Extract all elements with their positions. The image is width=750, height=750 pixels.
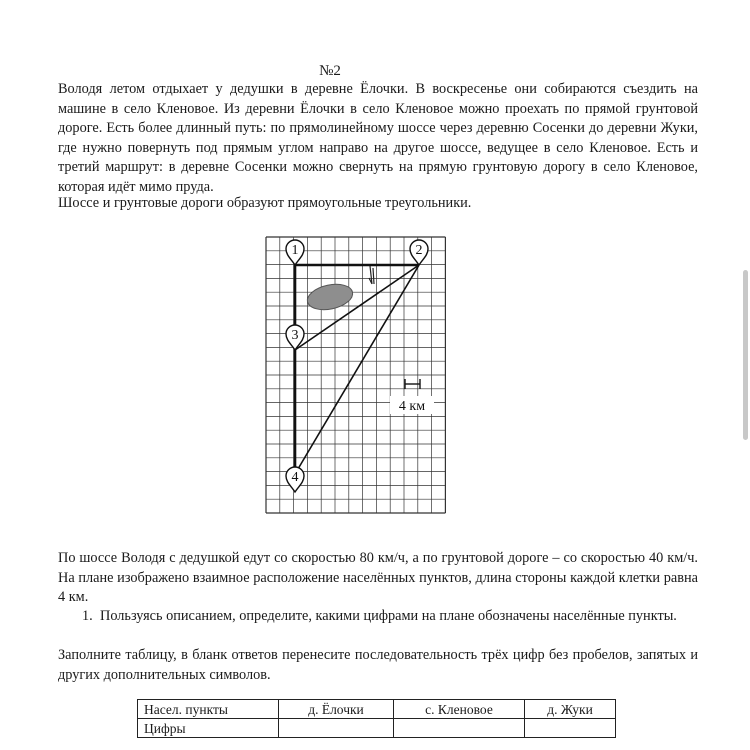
question-item (82, 607, 694, 627)
instruction-paragraph: Заполните таблицу, в бланк ответов перенесите последовательность трёх цифр без пробелов, запятых и других дополнительных символов. (58, 647, 698, 683)
answer-cell-zhuki[interactable] (525, 719, 616, 738)
note-paragraph: Шоссе и грунтовые дороги образуют прямоугольные треугольники. (58, 195, 472, 211)
answer-cell-klenovoe[interactable] (394, 719, 525, 738)
header-cell-yolochki: д. Ёлочки (279, 700, 394, 719)
scale-bar (390, 379, 434, 414)
speed-paragraph: По шоссе Володя с дедушкой едут со скоростью 80 км/ч, а по грунтовой дороге – со скоростью 40 км/ч. На плане изображено взаимное расположение населённых пунктов, длина стороны каждой клетки равна 4 км. (58, 550, 698, 605)
route-plan-diagram (250, 228, 470, 528)
marker-label-4: 4 (291, 470, 299, 485)
map-marker-4 (286, 467, 304, 492)
pond-reed-icon (369, 266, 374, 284)
header-cell-zhuki: д. Жуки (525, 700, 616, 719)
row-label-digits: Цифры (138, 719, 279, 738)
marker-label-3: 3 (291, 328, 299, 343)
map-marker-1 (286, 240, 304, 265)
marker-label-1: 1 (291, 243, 299, 258)
scrollbar-track[interactable] (742, 0, 750, 750)
question-text: Пользуясь описанием, определите, какими цифрами на плане обозначены населённые пункты. (100, 608, 677, 624)
marker-label-2: 2 (415, 243, 423, 258)
header-cell-settlements: Насел. пункты (138, 700, 279, 719)
task-title: №2 (319, 63, 341, 79)
answer-table-header-row (138, 700, 616, 719)
header-cell-klenovoe: с. Кленовое (394, 700, 525, 719)
pond-shape (305, 280, 355, 313)
answer-table (137, 699, 616, 738)
intro-paragraph: Володя летом отдыхает у дедушки в деревне Ёлочки. В воскресенье они собираются съездить на машине в село Кленовое. Из деревни Ёлочки в село Кленовое можно проехать по прямой грунтовой дороге. Есть более длинный путь: по прямолинейному шоссе через деревню Сосенки до деревни Жуки, где нужно повернуть под прямым углом направо на другое шоссе, ведущее в село Кленовое. Есть и третий маршрут: в деревне Сосенки можно свернуть на прямую грунтовую дорогу в село Кленовое, которая идёт мимо пруда. (58, 81, 698, 195)
map-marker-2 (410, 240, 428, 265)
answer-cell-yolochki[interactable] (279, 719, 394, 738)
scrollbar-thumb[interactable] (743, 270, 748, 440)
scale-label: 4 км (398, 399, 426, 414)
answer-table-digits-row (138, 719, 616, 738)
question-number: 1. (82, 608, 93, 624)
